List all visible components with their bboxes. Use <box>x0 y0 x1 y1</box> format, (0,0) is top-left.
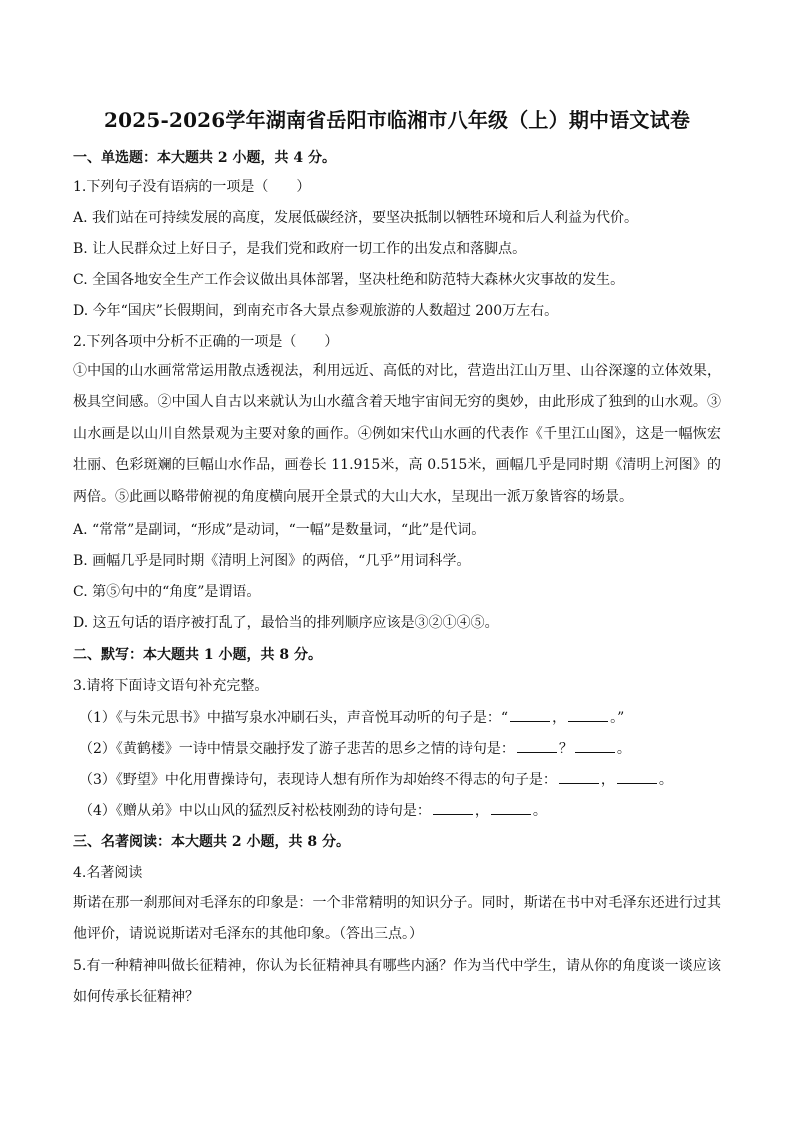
q3-item-text: （4）《赠从弟》中以山风的猛烈反衬松枝刚劲的诗句是： <box>79 803 431 819</box>
q3-item-3 <box>79 769 673 789</box>
q1-stem: 1.下列句子没有语病的一项是（ ） <box>73 179 311 195</box>
section-heading-1: 一、单选题：本大题共 2 小题，共 4 分。 <box>73 150 336 166</box>
q3-item-sep: ， <box>552 710 567 726</box>
exam-title: 2025-2026学年湖南省岳阳市临湘市八年级（上）期中语文试卷 <box>103 108 691 132</box>
q2-option-a: A. “常常”是副词，“形成”是动词，“一幅”是数量词，“此”是代词。 <box>73 522 486 538</box>
q2-option-c: C. 第⑤句中的“角度”是谓语。 <box>73 584 261 600</box>
q3-item-end: 。 <box>658 772 673 788</box>
q2-passage: ①中国的山水画常常运用散点透视法，利用远近、高低的对比，营造出江山万里、山谷深邃的立体效果，极具空间感。②中国人自古以来就认为山水蕴含着天地宇宙间无穷的奥妙，由此形成了独到的山水观。③山水画是以山川自然景观为主要对象的画作。④例如宋代山水画的代表作《千里江山图》，这是一幅恢宏壮丽、色彩斑斓的巨幅山水作品，画卷长 11.915米，高 0.515米，画幅几乎是同时期《清明上河图》的两倍。⑤此画以略带俯视的角度横向展开全景式的大山大水，呈现出一派万象皆容的场景。 <box>73 363 721 505</box>
q3-item-sep: ， <box>474 803 489 819</box>
q3-item-end: 。” <box>610 710 625 726</box>
section-heading-2: 二、默写：本大题共 1 小题，共 8 分。 <box>73 647 322 663</box>
q3-item-sep: ？ <box>558 741 573 757</box>
q3-item-sep: ， <box>600 772 615 788</box>
answer-blank[interactable] <box>617 771 657 784</box>
answer-blank[interactable] <box>517 740 557 753</box>
q3-item-2 <box>79 738 631 758</box>
q3-stem: 3.请将下面诗文语句补充完整。 <box>73 678 269 694</box>
q3-item-text: （2）《黄鹤楼》一诗中情景交融抒发了游子悲苦的思乡之情的诗句是： <box>79 741 515 757</box>
q3-item-1 <box>79 707 624 727</box>
q4-stem: 4.名著阅读 <box>73 865 143 881</box>
q5-stem: 5.有一种精神叫做长征精神，你认为长征精神具有哪些内涵？作为当代中学生，请从你的角度谈一谈应该如何传承长征精神？ <box>73 958 721 1006</box>
q2-stem: 2.下列各项中分析不正确的一项是（ ） <box>73 334 339 350</box>
q1-option-b: B. 让人民群众过上好日子，是我们党和政府一切工作的出发点和落脚点。 <box>73 241 527 257</box>
q3-item-end: 。 <box>532 803 547 819</box>
q1-option-d: D. 今年“国庆”长假期间，到南充市各大景点参观旅游的人数超过 200万左右。 <box>73 303 559 319</box>
answer-blank[interactable] <box>568 709 608 722</box>
q3-item-text: （3）《野望》中化用曹操诗句，表现诗人想有所作为却始终不得志的句子是： <box>79 772 557 788</box>
q2-option-b: B. 画幅几乎是同时期《清明上河图》的两倍，“几乎”用词科学。 <box>73 553 471 569</box>
answer-blank[interactable] <box>559 771 599 784</box>
answer-blank[interactable] <box>510 709 550 722</box>
q1-option-a: A. 我们站在可持续发展的高度，发展低碳经济，要坚决抵制以牺牲环境和后人利益为代价。 <box>73 210 639 226</box>
q3-item-text: （1）《与朱元思书》中描写泉水冲刷石头，声音悦耳动听的句子是：“ <box>79 710 509 726</box>
q3-item-end: 。 <box>616 741 631 757</box>
answer-blank[interactable] <box>491 802 531 815</box>
q4-passage: 斯诺在那一刹那间对毛泽东的印象是：一个非常精明的知识分子。同时，斯诺在书中对毛泽东还进行过其他评价，请说说斯诺对毛泽东的其他印象。（答出三点。） <box>73 895 721 943</box>
answer-blank[interactable] <box>433 802 473 815</box>
q3-item-4 <box>79 800 547 820</box>
answer-blank[interactable] <box>575 740 615 753</box>
section-heading-3: 三、名著阅读：本大题共 2 小题，共 8 分。 <box>73 834 350 850</box>
q1-option-c: C. 全国各地安全生产工作会议做出具体部署，坚决杜绝和防范特大森林火灾事故的发生。 <box>73 272 625 288</box>
q2-option-d: D. 这五句话的语序被打乱了，最恰当的排列顺序应该是③②①④⑤。 <box>73 615 499 631</box>
